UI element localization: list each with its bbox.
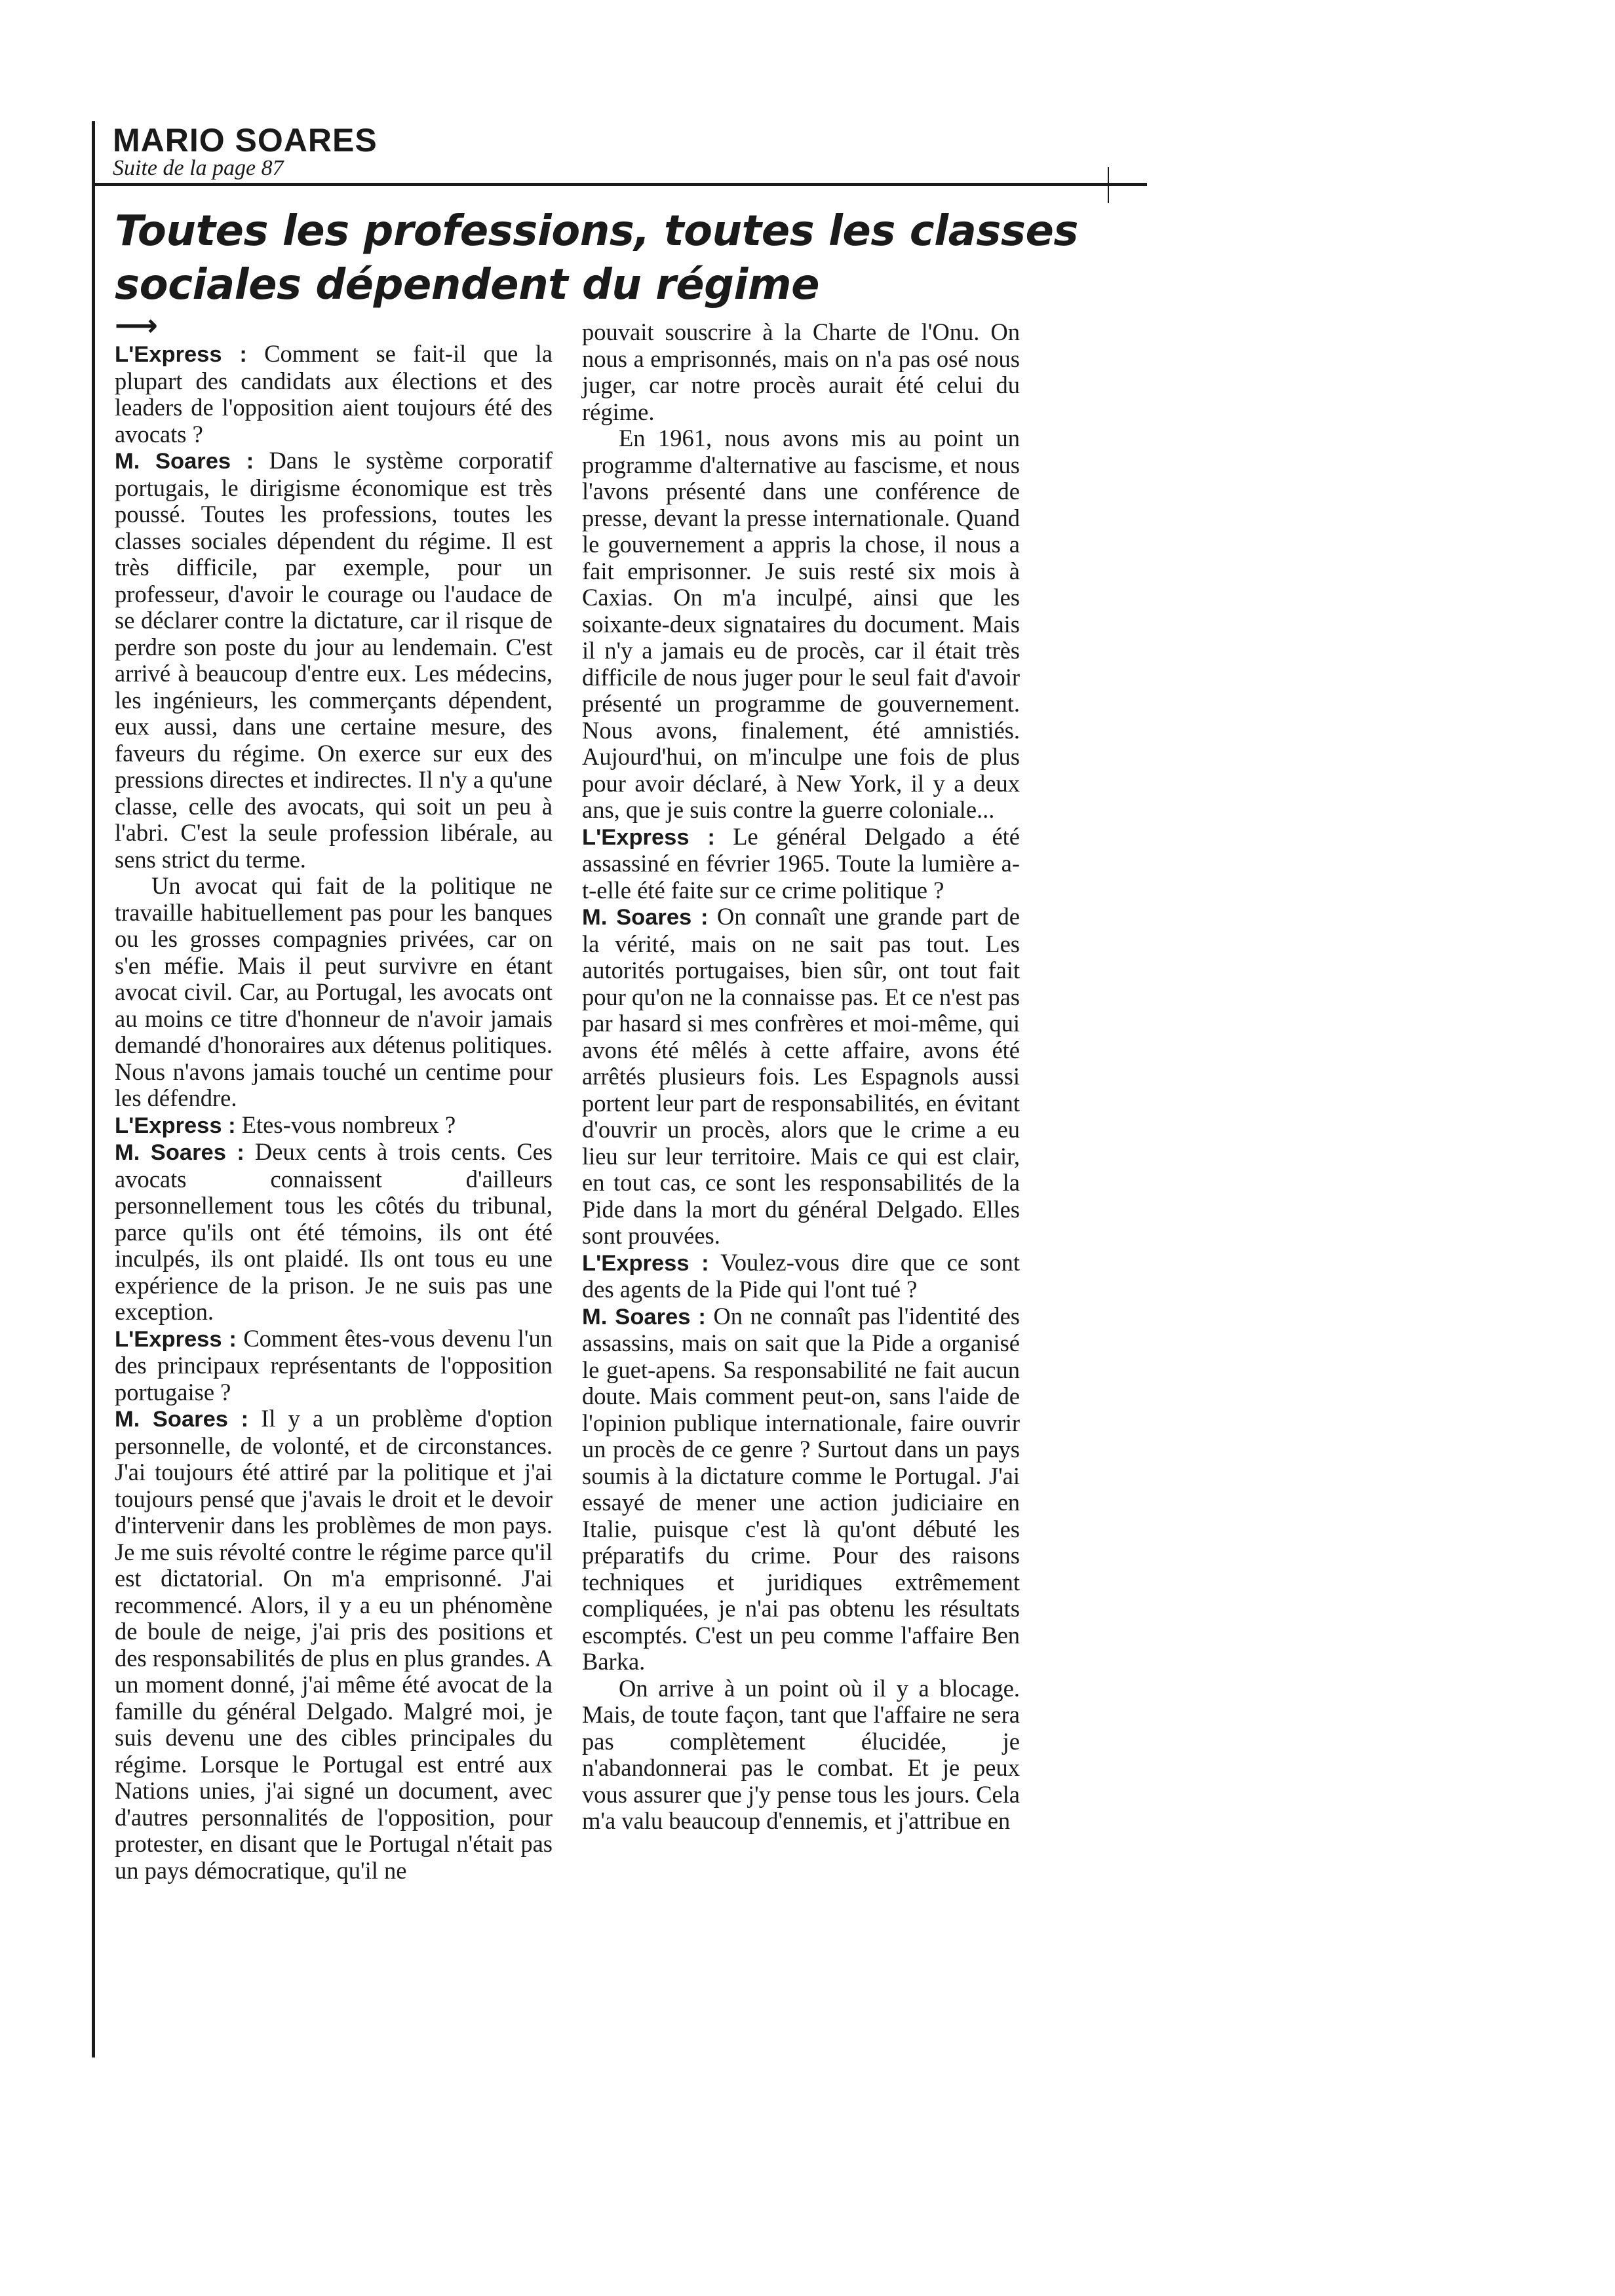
paragraph [582,1303,1020,1675]
paragraph-text: Etes-vous nombreux ? [241,1111,456,1138]
paragraph [115,1326,553,1406]
paragraph-text: Dans le système corporatif portugais, le dirigisme économique est très poussé. Toutes les professions, toutes les classes sociales dépendent du régime. Il est très difficile, par exemple, pour un professeur, d'avoir le courage ou l'audace de se déclarer contre la dictature, car il risque de perdre son poste du jour au lendemain. C'est arrivé à beaucoup d'entre eux. Les médecins, les ingénieurs, les commerçants dépendent, eux aussi, dans une certaine mesure, des faveurs du régime. On exerce sur eux des pressions directes et indirectes. Il n'y a qu'une classe, celle des avocats, qui soit un peu à l'abri. C'est la seule profession libérale, au sens strict du terme. [115,447,553,873]
paragraph [115,1406,553,1884]
paragraph-text: Deux cents à trois cents. Ces avocats connaissent d'ailleurs personnellement tous les côtés du tribunal, parce qu'ils ont été témoins, ils ont été inculpés, ils ont plaidé. Ils ont tous eu une expérience de la prison. Je ne suis pas une exception. [115,1138,553,1325]
speaker-label: L'Express : [115,342,247,367]
paragraph-text: On arrive à un point où il y a blocage. Mais, de toute façon, tant que l'affaire ne sera pas complètement élucidée, je n'abandonnerai pas le combat. Et je peux vous assurer que j'y pense tous les jours. Cela m'a valu beaucoup d'ennemis, et j'attribue en [582,1674,1020,1834]
text-column-1 [115,341,553,1884]
paragraph [582,319,1020,425]
headline-line-1: Toutes les professions, toutes les classes [115,207,1078,256]
header-rule [92,183,1147,186]
speaker-label: L'Express : [582,1250,709,1276]
headline [115,204,1137,312]
article-name-header: MARIO SOARES [113,122,378,159]
speaker-label: L'Express : [115,1113,236,1138]
continuation-note: Suite de la page 87 [113,156,284,180]
paragraph-text: On connaît une grande part de la vérité, mais on ne sait pas tout. Les autorités portugaises, bien sûr, ont tout fait pour qu'on ne la connaisse pas. Et ce n'est pas par hasard si mes confrères et moi-même, qui avons été mêlés à cette affaire, avons été arrêtés plusieurs fois. Les Espagnols aussi portent leur part de responsabilités, en évitant d'ouvrir un procès, alors que le crime a eu lieu sur leur territoire. Mais ce qui est clair, en tout cas, ce sont les responsabilités de la Pide dans la mort du général Delgado. Elles sont prouvées. [582,903,1021,1249]
text-column-2 [582,319,1020,1835]
paragraph [582,1250,1020,1303]
speaker-label: M. Soares : [115,1407,249,1432]
speaker-label: M. Soares : [582,1304,706,1330]
speaker-label: L'Express : [582,824,715,850]
speaker-label: M. Soares : [115,1140,244,1165]
paragraph [582,824,1020,904]
paragraph-text: En 1961, nous avons mis au point un programme d'alternative au fascisme, et nous l'avons présenté dans une conférence de presse, devant la presse internationale. Quand le gouvernement a appris la chose, il nous a fait emprisonner. Je suis resté six mois à Caxias. On m'a inculpé, ainsi que les soixante-deux signataires du document. Mais il n'y a jamais eu de procès, car il était très difficile de nous juger pour le seul fait d'avoir présenté un programme de gouvernement. Nous avons, finalement, été amnistiés. Aujourd'hui, on m'inculpe une fois de plus pour avoir déclaré, à New York, il y a deux ans, que je suis contre la guerre coloniale... [582,425,1020,823]
paragraph-text: Il y a un problème d'option personnelle, de volonté, et de circonstances. J'ai toujours été attiré par la politique et j'ai toujours pensé que j'avais le droit et le devoir d'intervenir dans les problèmes de mon pays. Je me suis révolté contre le régime parce qu'il est dictatorial. On m'a emprisonné. J'ai recommencé. Alors, il y a eu un phénomène de boule de neige, j'ai pris des positions et des responsabilités de plus en plus grandes. A un moment donné, j'ai même été avocat de la famille du général Delgado. Malgré moi, je suis devenu une des cibles principales du régime. Lorsque le Portugal est entré aux Nations unies, j'ai signé un document, avec d'autres personnalités de l'opposition, pour protester, en disant que le Portugal n'était pas un pays démocratique, qu'il ne [115,1405,553,1884]
paragraph [582,1675,1020,1835]
paragraph-text: Comment êtes-vous devenu l'un des principaux représentants de l'opposition portugaise ? [115,1324,553,1406]
paragraph-text: Comment se fait-il que la plupart des candidats aux élections et des leaders de l'opposition aient toujours été des avocats ? [115,340,553,448]
paragraph [582,425,1020,824]
paragraph [115,873,553,1112]
paragraph-text: pouvait souscrire à la Charte de l'Onu. On nous a emprisonnés, mais on n'a pas osé nous juger, car notre procès aurait été celui du régime. [582,318,1020,425]
headline-line-2: sociales dépendent du régime [115,261,819,309]
paragraph-text: Un avocat qui fait de la politique ne travaille habituellement pas pour les banques ou les grosses compagnies privées, car on s'en méfie. Mais il peut survivre en étant avocat civil. Car, au Portugal, les avocats ont au moins ce titre d'honneur de n'avoir jamais demandé d'honoraires aux détenus politiques. Nous n'avons jamais touché un centime pour les défendre. [115,872,553,1111]
paragraph-text: Voulez-vous dire que ce sont des agents de la Pide qui l'ont tué ? [582,1248,1020,1303]
arrow-icon: ⟶ [115,307,158,343]
paragraph [115,1139,553,1326]
paragraph-text: Le général Delgado a été assassiné en février 1965. Toute la lumière a-t-elle été faite sur ce crime politique ? [582,822,1020,904]
paragraph [115,341,553,448]
paragraph-text: On ne connaît pas l'identité des assassins, mais on sait que la Pide a organisé le guet-apens. Sa responsabilité ne fait aucun doute. Mais comment peut-on, sans l'aide de l'opinion publique internationale, faire ouvrir un procès de ce genre ? Surtout dans un pays soumis à la dictature comme le Portugal. J'ai essayé de mener une action judiciaire en Italie, puisque c'est là qu'ont débuté les préparatifs du crime. Pour des raisons techniques et juridiques extrêmement compliquées, je n'ai pas obtenu les résultats escomptés. C'est un peu comme l'affaire Ben Barka. [582,1302,1021,1675]
speaker-label: M. Soares : [115,449,254,474]
paragraph [115,448,553,873]
speaker-label: M. Soares : [582,905,709,930]
speaker-label: L'Express : [115,1326,237,1352]
paragraph [115,1112,553,1139]
paragraph [582,904,1020,1250]
rule-tick-mark [1108,167,1109,203]
left-margin-rule [92,121,95,2057]
